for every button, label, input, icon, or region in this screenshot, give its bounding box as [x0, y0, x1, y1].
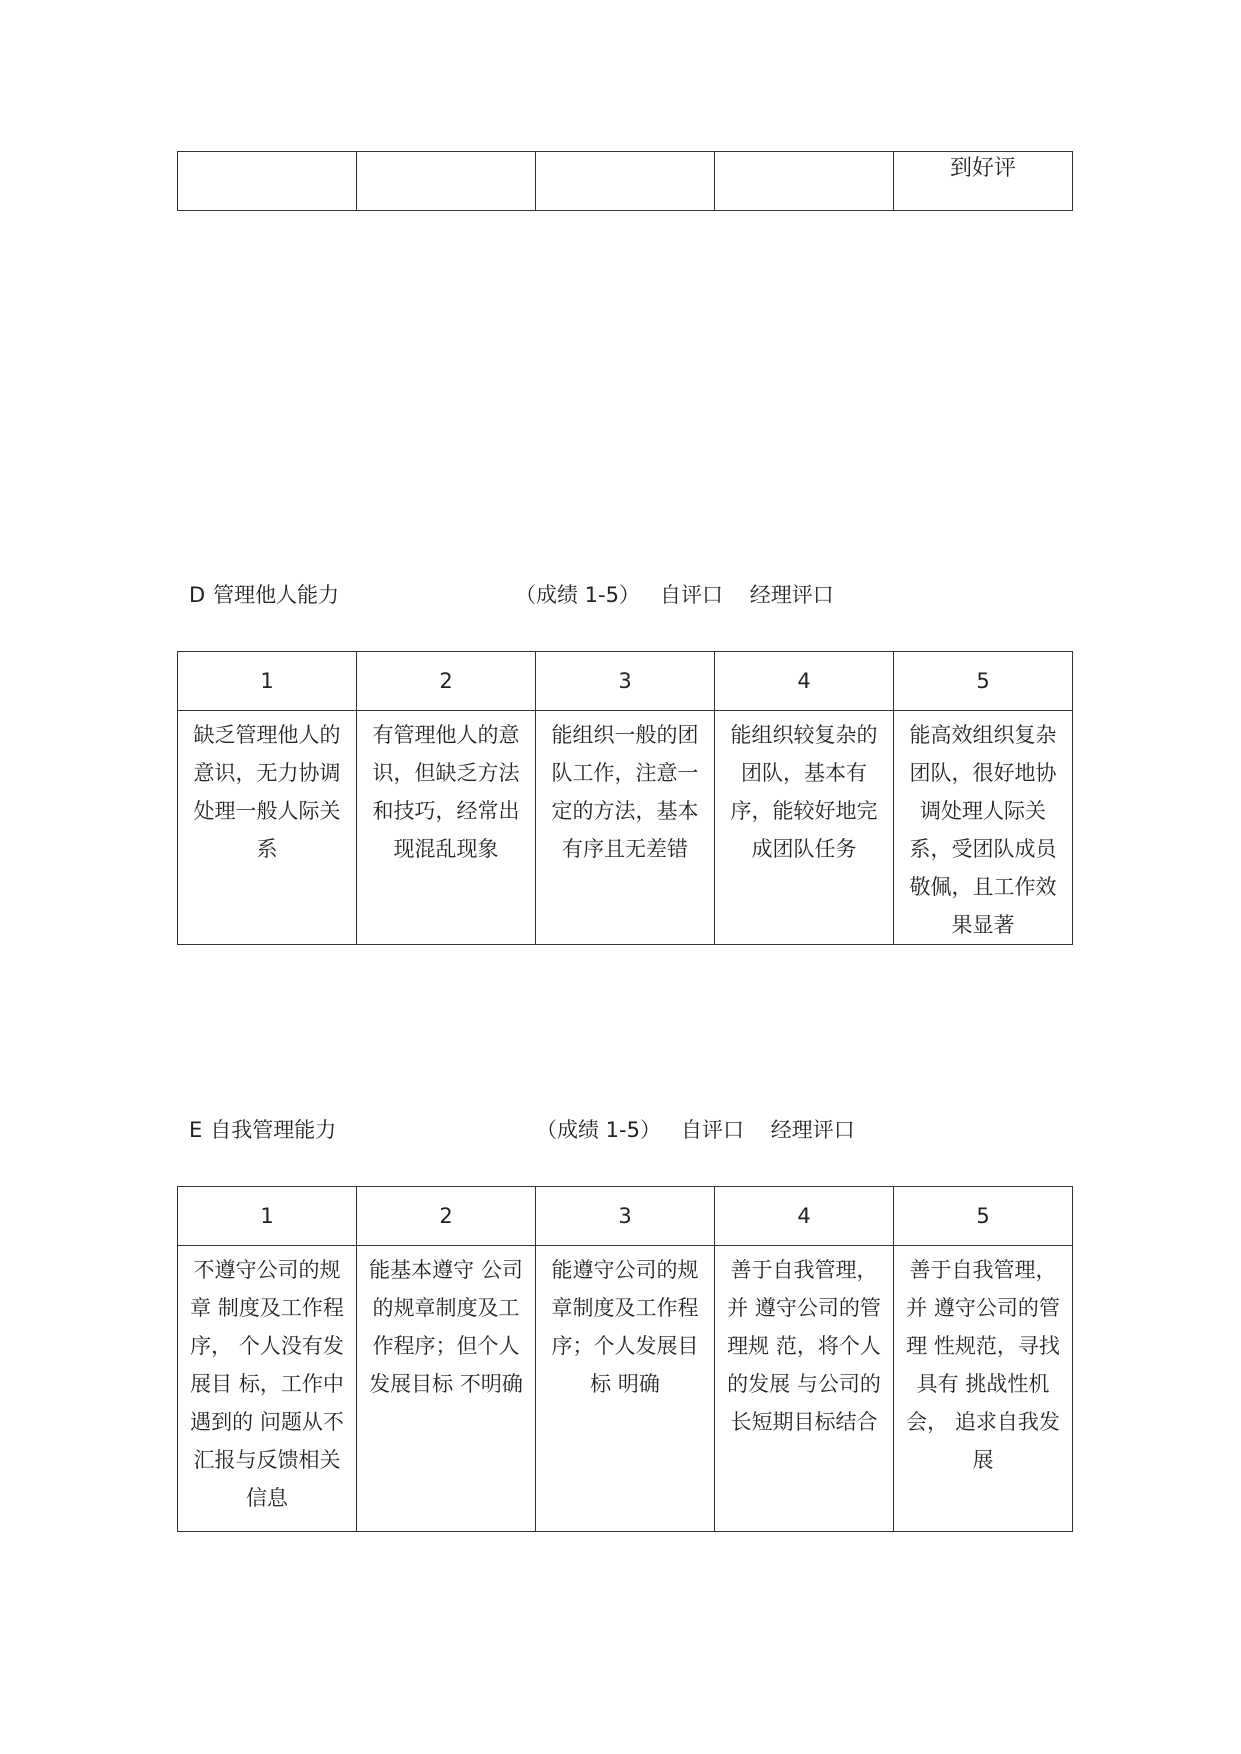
level-description: 能基本遵守 公司的规章制度及工作程序；但个人发展目标 不明确 — [357, 1246, 536, 1532]
level-header: 2 — [357, 1187, 536, 1246]
level-description: 能高效组织复杂团队，很好地协调处理人际关系，受团队成员敬佩，且工作效果显著 — [894, 711, 1073, 945]
section-e-heading — [189, 1117, 855, 1143]
section-letter: D — [189, 583, 206, 607]
level-description: 善于自我管理，并 遵守公司的管理 性规范，寻找具有 挑战性机会， 追求自我发展 — [894, 1246, 1073, 1532]
level-description: 能组织一般的团队工作，注意一定的方法，基本有序且无差错 — [536, 711, 715, 945]
table-row — [178, 1246, 1073, 1532]
level-header: 5 — [894, 652, 1073, 711]
section-letter: E — [189, 1118, 203, 1142]
level-description: 善于自我管理，并 遵守公司的管理规 范，将个人的发展 与公司的长短期目标结合 — [715, 1246, 894, 1532]
section-title: 管理他人能力 — [213, 583, 340, 607]
table-cell — [715, 152, 894, 211]
section-e-table — [177, 1186, 1073, 1532]
level-description: 能遵守公司的规章制度及工作程 序；个人发展目标 明确 — [536, 1246, 715, 1532]
table-cell — [536, 152, 715, 211]
level-header: 2 — [357, 652, 536, 711]
table-header-row — [178, 652, 1073, 711]
level-header: 4 — [715, 1187, 894, 1246]
score-line — [536, 1117, 855, 1143]
level-description: 缺乏管理他人的意识，无力协调处理一般人际关系 — [178, 711, 357, 945]
level-description: 能组织较复杂的团队，基本有序，能较好地完成团队任务 — [715, 711, 894, 945]
score-label: （成绩 1-5） — [536, 1118, 661, 1142]
level-header: 1 — [178, 652, 357, 711]
top-continuation-table — [177, 151, 1073, 211]
section-d-table — [177, 651, 1073, 945]
self-eval-checkbox[interactable]: 自评口 — [660, 583, 724, 607]
level-header: 3 — [536, 1187, 715, 1246]
table-cell — [894, 152, 1073, 211]
section-d-heading — [189, 582, 834, 608]
level-header: 5 — [894, 1187, 1073, 1246]
manager-eval-checkbox[interactable]: 经理评口 — [770, 1118, 855, 1142]
table-header-row — [178, 1187, 1073, 1246]
level-description: 不遵守公司的规章 制度及工作程序， 个人没有发展目 标，工作中遇到的 问题从不汇报与反馈相关信息 — [178, 1246, 357, 1532]
manager-eval-checkbox[interactable]: 经理评口 — [749, 583, 834, 607]
score-line — [515, 582, 834, 608]
score-label: （成绩 1-5） — [515, 583, 640, 607]
table-cell — [357, 152, 536, 211]
cell-text-good-review: 到好评 — [949, 156, 1016, 181]
level-header: 1 — [178, 1187, 357, 1246]
self-eval-checkbox[interactable]: 自评口 — [681, 1118, 745, 1142]
table-row — [178, 711, 1073, 945]
level-header: 3 — [536, 652, 715, 711]
level-description: 有管理他人的意识，但缺乏方法和技巧，经常出现混乱现象 — [357, 711, 536, 945]
section-title: 自我管理能力 — [210, 1118, 337, 1142]
level-header: 4 — [715, 652, 894, 711]
table-row — [178, 152, 1073, 211]
table-cell — [178, 152, 357, 211]
